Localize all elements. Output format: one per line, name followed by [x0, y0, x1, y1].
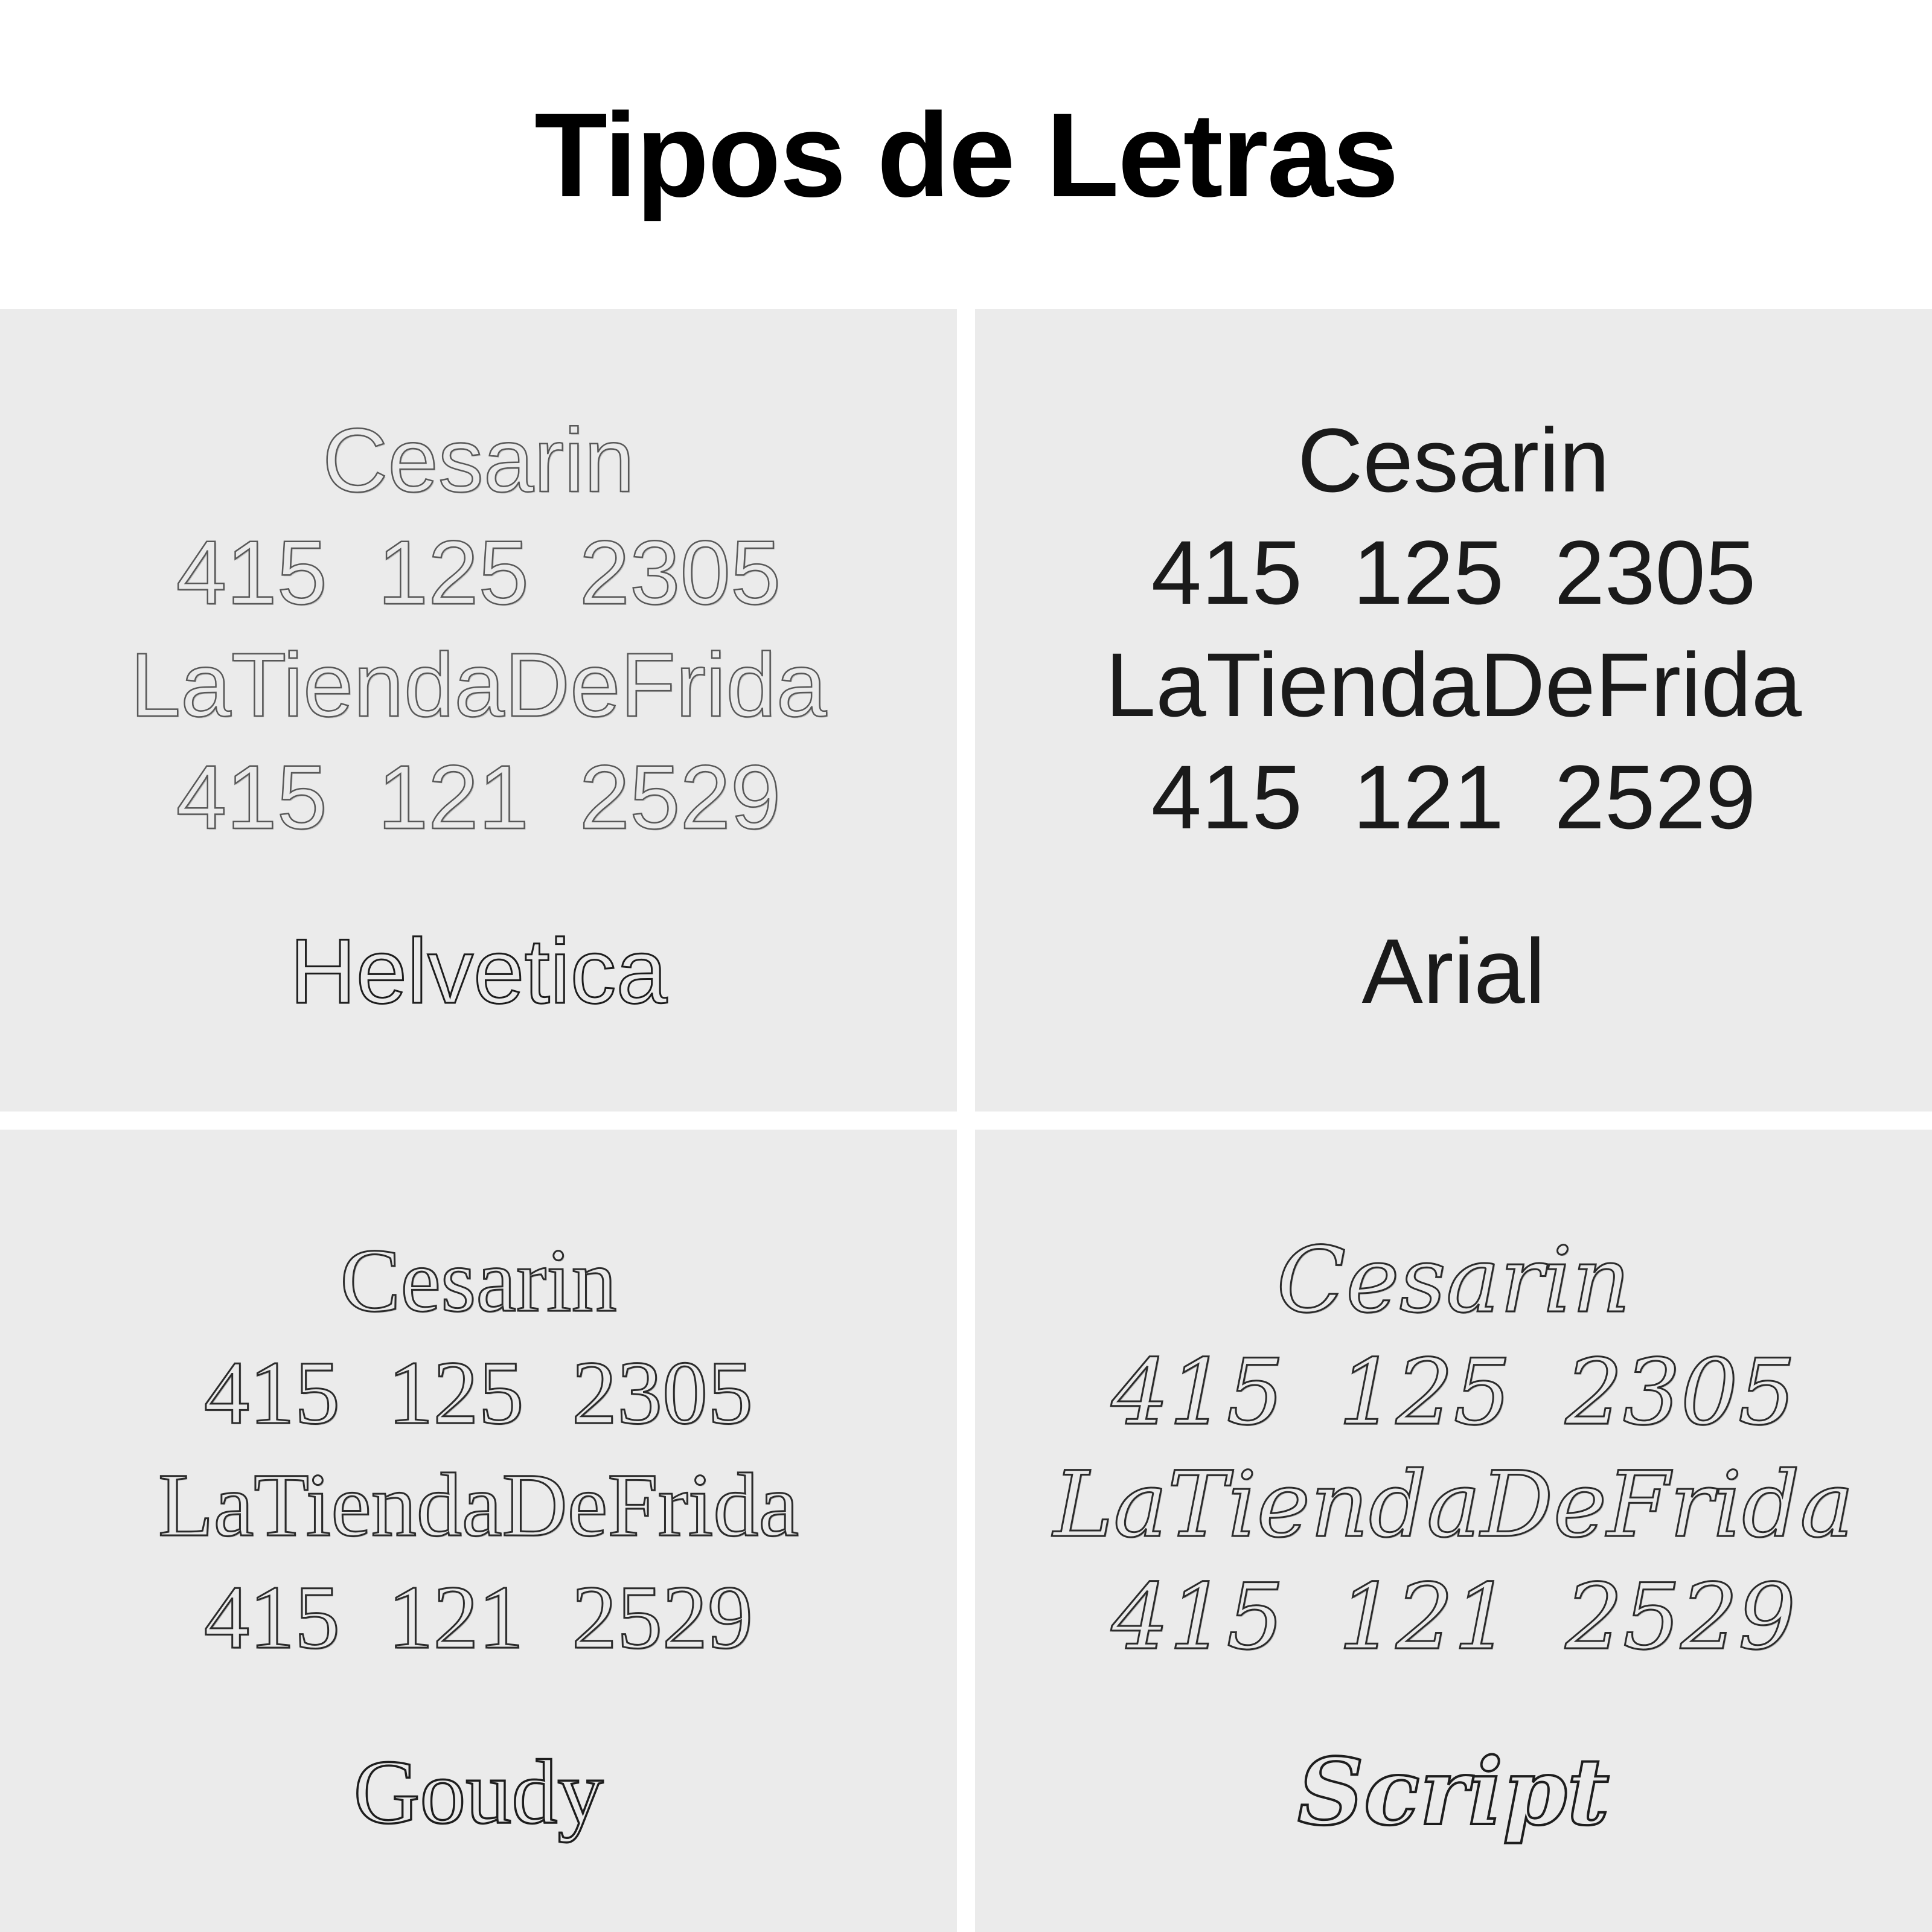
sample-line-phone-1: 415 125 2305: [176, 521, 781, 623]
panel-goudy: [0, 1130, 957, 1932]
sample-text-goudy: [158, 1224, 799, 1674]
sample-line-phone-1: 415 125 2305: [203, 1342, 753, 1443]
sample-text-arial: [1105, 404, 1802, 853]
sample-line-phone-2: 415 121 2529: [176, 746, 781, 848]
sample-line-phone-1: 415 125 2305: [1111, 1340, 1796, 1445]
sample-line-shop: LaTiendaDeFrida: [158, 1454, 799, 1555]
sample-line-name: Cesarin: [322, 409, 635, 511]
font-label-arial: Arial: [1361, 920, 1546, 1023]
sample-line-phone-1: 415 125 2305: [1151, 521, 1756, 623]
sample-line-shop: LaTiendaDeFrida: [130, 633, 827, 735]
sample-text-script: [1053, 1224, 1854, 1674]
sample-line-shop: LaTiendaDeFrida: [1053, 1452, 1854, 1558]
panel-script: [975, 1130, 1932, 1932]
sample-line-name: Cesarin: [1276, 1227, 1631, 1333]
sample-text-helvetica: [130, 404, 827, 853]
font-grid: [0, 309, 1932, 1932]
sample-line-phone-2: 415 121 2529: [1111, 1564, 1796, 1670]
sample-line-name: Cesarin: [340, 1230, 617, 1331]
font-label-helvetica: Helvetica: [289, 920, 668, 1023]
header: [0, 0, 1932, 309]
font-label-goudy: Goudy: [353, 1741, 604, 1843]
panel-helvetica: [0, 309, 957, 1112]
sample-line-name: Cesarin: [1297, 409, 1610, 511]
page-title: Tipos de Letras: [534, 88, 1398, 222]
sample-line-phone-2: 415 121 2529: [1151, 746, 1756, 848]
panel-arial: [975, 309, 1932, 1112]
sample-line-shop: LaTiendaDeFrida: [1105, 633, 1802, 735]
sample-line-phone-2: 415 121 2529: [203, 1567, 753, 1668]
font-label-script: Script: [1297, 1737, 1610, 1846]
